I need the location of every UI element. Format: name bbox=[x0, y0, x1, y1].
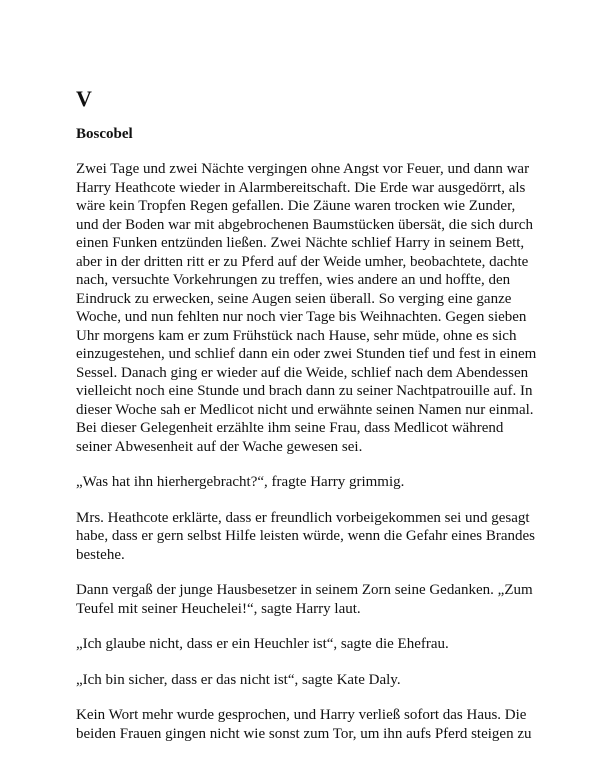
paragraph: Dann vergaß der junge Hausbesetzer in seinem Zorn seine Gedanken. „Zum Teufel mit seiner Heuchelei!“, sagte Harry laut. bbox=[76, 582, 533, 617]
chapter-body bbox=[76, 160, 538, 760]
chapter-number: V bbox=[76, 86, 92, 111]
paragraph: Kein Wort mehr wurde gesprochen, und Harry verließ sofort das Haus. Die beiden Frauen gingen nicht wie sonst zum Tor, um ihn aufs Pferd steigen zu bbox=[76, 707, 532, 742]
paragraph: Zwei Tage und zwei Nächte vergingen ohne Angst vor Feuer, und dann war Harry Heathcote wieder in Alarmbereitschaft. Die Erde war ausgedörrt, als wäre kein Tropfen Regen gefallen. Die Zäune waren trocken wie Zunder, und der Boden war mit abgebrochenen Baumstücken übersät, die sich durch einen Funken entzünden ließen. Zwei Nächte schlief Harry in seinem Bett, aber in der dritten ritt er zu Pferd auf der Weide umher, beobachtete, dachte nach, versuchte Vorkehrungen zu treffen, wies andere an und hoffte, den Eindruck zu erwecken, seine Augen seien überall. So verging eine ganze Woche, und nun fehlten nur noch vier Tage bis Weihnachten. Gegen sieben Uhr morgens kam er zum Frühstück nach Hause, sehr müde, ohne es sich einzugestehen, und schlief dann ein oder zwei Stunden tief und fest in einem Sessel. Danach ging er wieder auf die Weide, schlief nach dem Abendessen vielleicht noch eine Stunde und brach dann zu seiner Nachtpatrouille auf. In dieser Woche sah er Medlicot nicht und erwähnte seinen Namen nur einmal. Bei dieser Gelegenheit erzählte ihm seine Frau, dass Medlicot während seiner Abwesenheit auf der Wache gewesen sei. bbox=[76, 161, 537, 455]
chapter-title: Boscobel bbox=[76, 126, 133, 142]
paragraph: „Was hat ihn hierhergebracht?“, fragte Harry grimmig. bbox=[76, 474, 405, 490]
paragraph: Mrs. Heathcote erklärte, dass er freundlich vorbeigekommen sei und gesagt habe, dass er gern selbst Hilfe leisten würde, wenn die Gefahr eines Brandes bestehe. bbox=[76, 509, 536, 563]
paragraph: „Ich glaube nicht, dass er ein Heuchler ist“, sagte die Ehefrau. bbox=[76, 636, 449, 652]
paragraph: „Ich bin sicher, dass er das nicht ist“, sagte Kate Daly. bbox=[76, 671, 401, 688]
